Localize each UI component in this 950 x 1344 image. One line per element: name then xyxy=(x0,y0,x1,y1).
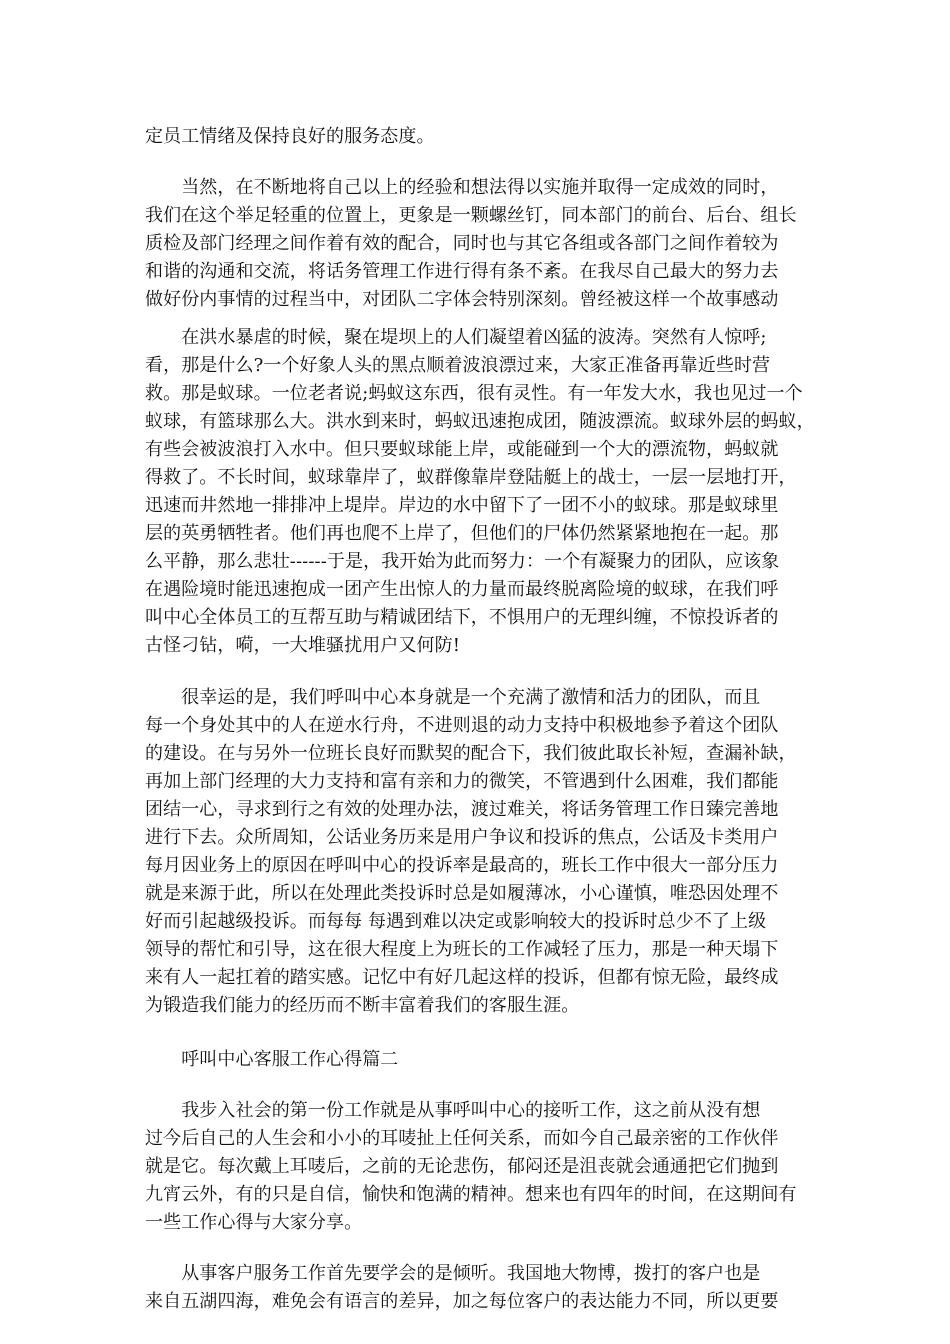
text-line: 当然，在不断地将自己以上的经验和想法得以实施并取得一定成效的同时， xyxy=(145,177,779,198)
text-line: 我们在这个举足轻重的位置上，更象是一颗螺丝钉，同本部门的前台、后台、组长 xyxy=(145,205,797,226)
text-line: 看，那是什么?一个好象人头的黑点顺着波浪漂过来，大家正准备再靠近些时营 xyxy=(145,355,771,376)
text-line: 从事客户服务工作首先要学会的是倾听。我国地大物博，拨打的客户也是 xyxy=(145,1263,761,1284)
text-line: 每月因业务上的原因在呼叫中心的投诉率是最高的，班长工作中很大一部分压力 xyxy=(145,855,779,876)
text-line: 质检及部门经理之间作着有效的配合，同时也与其它各组或各部门之间作着较为 xyxy=(145,233,779,254)
text-line: 领导的帮忙和引导，这在很大程度上为班长的工作减轻了压力，那是一种天塌下 xyxy=(145,939,779,960)
text-line: 和谐的沟通和交流，将话务管理工作进行得有条不紊。在我尽自己最大的努力去 xyxy=(145,261,779,282)
text-line: 古怪刁钻，嗬，一大堆骚扰用户又何防! xyxy=(145,635,461,656)
section-heading: 呼叫中心客服工作心得篇二 xyxy=(145,1049,399,1070)
text-line: 蚁球，有篮球那么大。洪水到来时，蚂蚁迅速抱成团，随波漂流。蚁球外层的蚂蚁， xyxy=(145,411,815,432)
text-line: 救。那是蚁球。一位老者说;蚂蚁这东西，很有灵性。有一年发大水，我也见过一个 xyxy=(145,383,803,404)
text-line: 九宵云外，有的只是自信，愉快和饱满的精神。想来也有四年的时间，在这期间有 xyxy=(145,1184,797,1205)
text-line: 来自五湖四海，难免会有语言的差异，加之每位客户的表达能力不同，所以更要 xyxy=(145,1291,779,1312)
text-line: 叫中心全体员工的互帮互助与精诚团结下，不惧用户的无理纠缠，不惊投诉者的 xyxy=(145,607,779,628)
text-line: 在遇险境时能迅速抱成一团产生出惊人的力量而最终脱离险境的蚁球，在我们呼 xyxy=(145,579,779,600)
text-line: 很幸运的是，我们呼叫中心本身就是一个充满了激情和活力的团队，而且 xyxy=(145,687,761,708)
text-line: 过今后自己的人生会和小小的耳唛扯上任何关系，而如今自己最亲密的工作伙伴 xyxy=(145,1128,779,1149)
text-line: 每一个身处其中的人在逆水行舟，不进则退的动力支持中积极地参予着这个团队 xyxy=(145,715,779,736)
text-line: 的建设。在与另外一位班长良好而默契的配合下，我们彼此取长补短，查漏补缺， xyxy=(145,743,797,764)
text-line: 好而引起越级投诉。而每每 每遇到难以决定或影响较大的投诉时总少不了上级 xyxy=(145,911,767,932)
text-line: 得救了。不长时间，蚁球靠岸了，蚁群像靠岸登陆艇上的战士，一层一层地打开， xyxy=(145,467,797,488)
text-line: 我步入社会的第一份工作就是从事呼叫中心的接听工作，这之前从没有想 xyxy=(145,1100,761,1121)
text-line: 就是它。每次戴上耳唛后，之前的无论悲伤，郁闷还是沮丧就会通通把它们抛到 xyxy=(145,1156,779,1177)
text-line: 来有人一起扛着的踏实感。记忆中有好几起这样的投诉，但都有惊无险，最终成 xyxy=(145,967,779,988)
text-line: 就是来源于此，所以在处理此类投诉时总是如履薄冰，小心谨慎，唯恐因处理不 xyxy=(145,883,779,904)
text-line: 做好份内事情的过程当中，对团队二字体会特别深刻。曾经被这样一个故事感动 xyxy=(145,289,779,310)
text-line: 为锻造我们能力的经历而不断丰富着我们的客服生涯。 xyxy=(145,995,580,1016)
text-line: 么平静，那么悲壮------于是，我开始为此而努力：一个有凝聚力的团队，应该象 xyxy=(145,551,780,572)
text-line: 一些工作心得与大家分享。 xyxy=(145,1212,363,1233)
text-line: 再加上部门经理的大力支持和富有亲和力的微笑，不管遇到什么困难，我们都能 xyxy=(145,771,779,792)
text-line: 层的英勇牺牲者。他们再也爬不上岸了，但他们的尸体仍然紧紧地抱在一起。那 xyxy=(145,523,779,544)
text-line: 定员工情绪及保持良好的服务态度。 xyxy=(145,126,435,147)
text-line: 进行下去。众所周知，公话业务历来是用户争议和投诉的焦点，公话及卡类用户 xyxy=(145,827,779,848)
text-line: 有些会被波浪打入水中。但只要蚁球能上岸，或能碰到一个大的漂流物，蚂蚁就 xyxy=(145,439,779,460)
text-line: 迅速而井然地一排排冲上堤岸。岸边的水中留下了一团不小的蚁球。那是蚁球里 xyxy=(145,495,779,516)
text-line: 团结一心，寻求到行之有效的处理办法，渡过难关，将话务管理工作日臻完善地 xyxy=(145,799,779,820)
text-line: 在洪水暴虐的时候，聚在堤坝上的人们凝望着凶猛的波涛。突然有人惊呼; xyxy=(145,327,767,348)
